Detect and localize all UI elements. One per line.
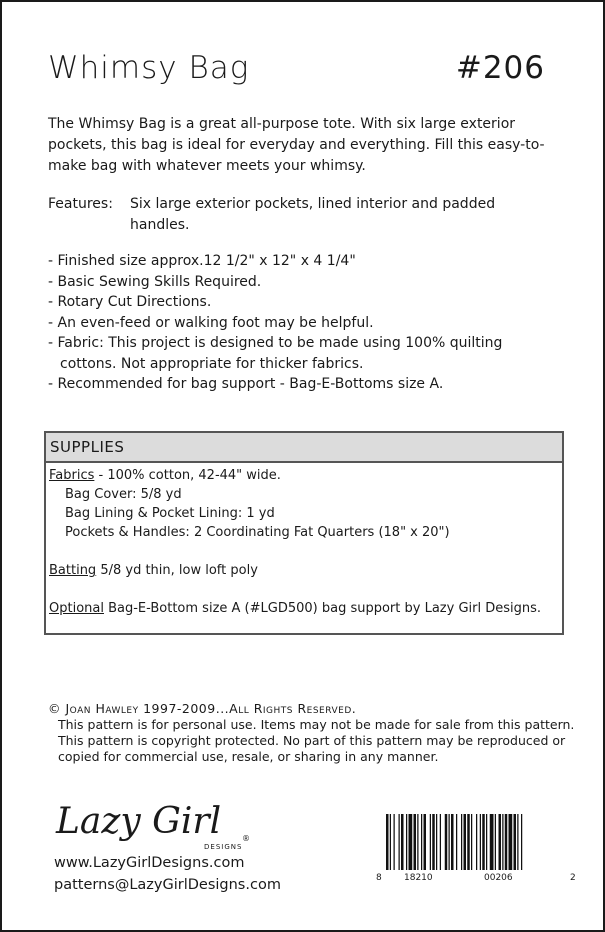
barcode-bar [499, 814, 502, 870]
barcode-bar [436, 814, 437, 870]
barcode-bar [456, 814, 457, 870]
email-link[interactable]: patterns@LazyGirlDesigns.com [54, 877, 281, 893]
barcode-bar [399, 814, 400, 870]
barcode-bar [467, 814, 470, 870]
barcode-bar [509, 814, 513, 870]
bag-lining-line: Bag Lining & Pocket Lining: 1 yd [65, 506, 275, 521]
barcode-bar [417, 814, 418, 870]
barcode-bar [517, 814, 518, 870]
bullet-text: - Fabric: This project is designed to be made using 100% quilting [48, 335, 503, 351]
logo-sub-text: DESIGNS [204, 843, 243, 851]
usage-notice: This pattern is for personal use. Items may not be made for sale from this pattern. This pattern is copyright protected. No part of this pattern may be reproduced or copied for commercial use, resale, or sharing in any manner. [58, 717, 575, 764]
barcode-bar [406, 814, 407, 870]
lazy-girl-logo [54, 795, 254, 855]
bullet-text: - Recommended for bag support - Bag-E-Bottoms size A. [48, 376, 444, 392]
supplies-heading: SUPPLIES [46, 433, 562, 463]
bullet-text: - Rotary Cut Directions. [48, 294, 212, 310]
bullet-text: - Basic Sewing Skills Required. [48, 273, 262, 290]
features-line-2: handles. [130, 217, 190, 233]
barcode-bar [445, 814, 448, 870]
features-line-1: Six large exterior pockets, lined interior and padded [130, 196, 496, 212]
list-item [48, 272, 588, 293]
barcode-bar [480, 814, 481, 870]
feature-bullets [48, 251, 588, 395]
pattern-title: Whimsy Bag [48, 50, 250, 86]
bullet-continuation: cottons. Not appropriate for thicker fabrics. [60, 355, 364, 372]
pattern-number: #206 [455, 50, 545, 86]
barcode-bar [440, 814, 441, 870]
barcode-bar [514, 814, 517, 870]
barcode-bar [495, 814, 496, 870]
upc-barcode [374, 814, 580, 894]
features-label: Features: [48, 196, 113, 212]
optional-label: Optional [49, 601, 104, 616]
website-link[interactable]: www.LazyGirlDesigns.com [54, 855, 245, 871]
barcode-bar [464, 814, 467, 870]
barcode-bar [449, 814, 450, 870]
barcode-digit-check: 2 [570, 873, 576, 883]
bullet-text: - An even-feed or walking foot may be helpful. [48, 314, 374, 331]
bullet-text: - Finished size approx.12 1/2" x 12" x 4 1/4" [48, 253, 356, 269]
features-block [48, 194, 548, 236]
list-item [48, 374, 588, 395]
contact-block [54, 852, 281, 896]
barcode-digits-left: 18210 [404, 873, 433, 883]
copyright-block [48, 701, 588, 765]
barcode-bar [490, 814, 494, 870]
barcode-digits-right: 00206 [484, 873, 513, 883]
barcode-bar [505, 814, 508, 870]
logo-script-text: Lazy Girl [56, 801, 222, 842]
barcode-digit-lead: 8 [376, 873, 382, 883]
barcode-bar [421, 814, 422, 870]
bag-cover-line: Bag Cover: 5/8 yd [65, 487, 182, 502]
barcode-bar [409, 814, 413, 870]
list-item [48, 333, 588, 374]
barcode-bar [430, 814, 431, 870]
barcode-bar [432, 814, 435, 870]
barcode-bar [502, 814, 503, 870]
intro-paragraph: The Whimsy Bag is a great all-purpose tote. With six large exterior pockets, this bag is ideal for everyday and everything. Fill this easy-to-make bag with whatever meets your whimsy. [48, 116, 545, 174]
supplies-body [46, 463, 562, 618]
fabrics-text: - 100% cotton, 42-44" wide. [94, 468, 281, 483]
barcode-bar [401, 814, 404, 870]
copyright-line: © Joan Hawley 1997-2009...All Rights Reserved. [48, 701, 357, 716]
barcode-bar [476, 814, 477, 870]
pockets-line: Pockets & Handles: 2 Coordinating Fat Quarters (18" x 20") [65, 525, 450, 540]
supplies-box [44, 431, 564, 635]
batting-label: Batting [49, 563, 97, 578]
barcode-bars [386, 814, 522, 870]
barcode-bar [424, 814, 427, 870]
registered-mark: ® [242, 834, 250, 843]
optional-text: Bag-E-Bottom size A (#LGD500) bag support by Lazy Girl Designs. [103, 601, 542, 616]
barcode-bar [521, 814, 522, 870]
barcode-bar [390, 814, 391, 870]
list-item [48, 251, 588, 272]
barcode-bar [486, 814, 487, 870]
barcode-bar [451, 814, 454, 870]
barcode-bar [414, 814, 417, 870]
list-item [48, 292, 588, 313]
list-item [48, 313, 588, 334]
barcode-bar [482, 814, 485, 870]
fabrics-label: Fabrics [49, 468, 95, 483]
barcode-bar [386, 814, 389, 870]
batting-text: 5/8 yd thin, low loft poly [96, 563, 258, 578]
barcode-bar [394, 814, 395, 870]
barcode-bar [461, 814, 462, 870]
barcode-bar [471, 814, 472, 870]
